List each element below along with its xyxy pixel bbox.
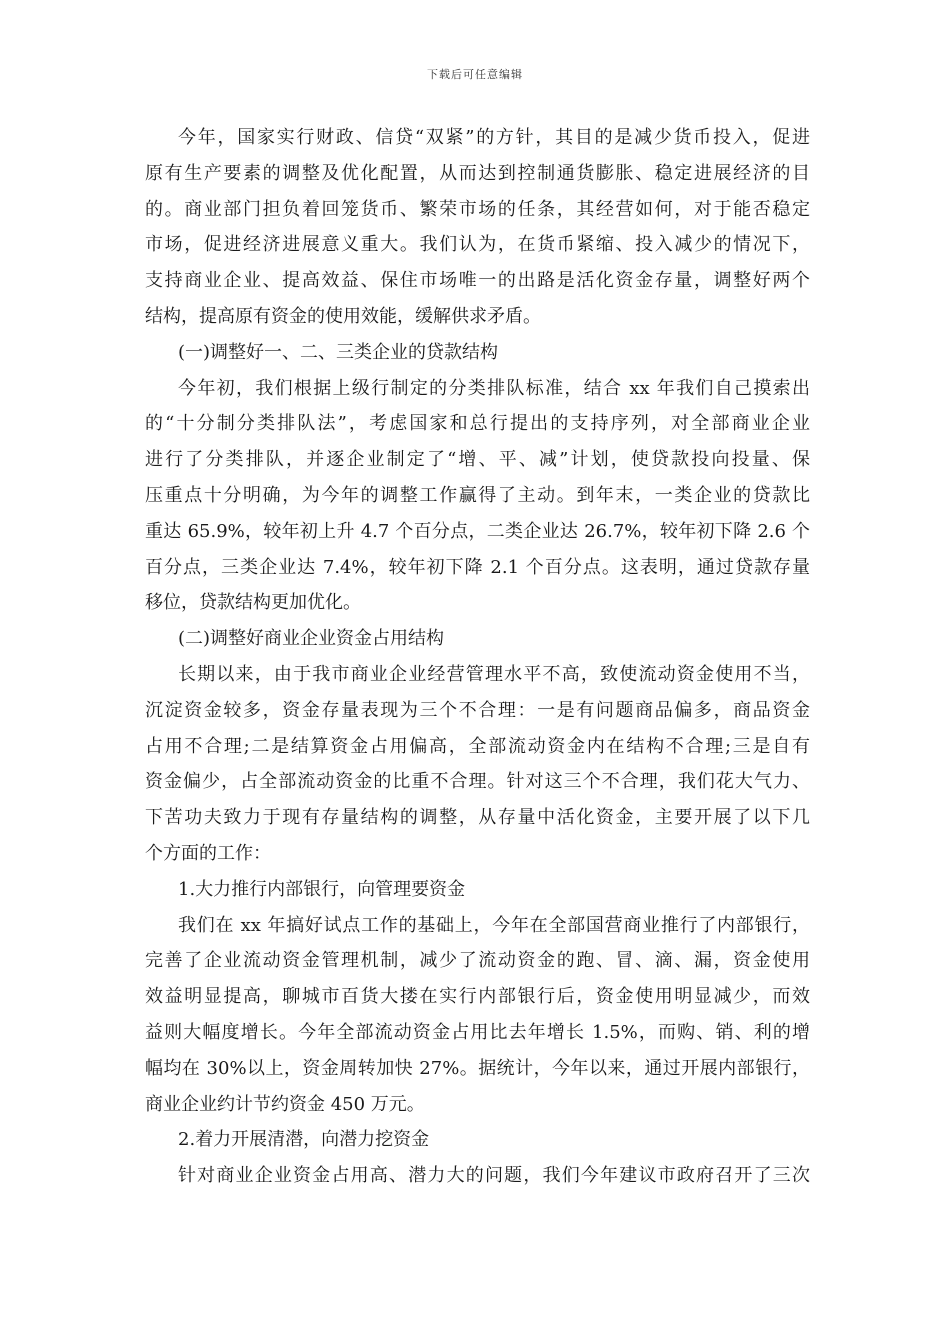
text-line: 长期以来，由于我市商业企业经营管理水平不高，致使流动资金使用不当， bbox=[178, 663, 810, 685]
download-note: 下载后可任意编辑 bbox=[427, 68, 523, 81]
text-line: 幅均在 30%以上，资金周转加快 27%。据统计，今年以来，通过开展内部银行， bbox=[145, 1057, 810, 1079]
text-line: 效益明显提高，聊城市百货大搂在实行内部银行后，资金使用明显减少，而效 bbox=[145, 986, 810, 1008]
text-line: 今年，国家实行财政、信贷“双紧”的方针，其目的是减少货币投入，促进 bbox=[178, 127, 810, 148]
text-line: 针对商业企业资金占用高、潜力大的问题，我们今年建议市政府召开了三次 bbox=[178, 1165, 810, 1187]
text-line: 个方面的工作： bbox=[145, 842, 271, 864]
text-line: 原有生产要素的调整及优化配置，从而达到控制通货膨胀、稳定进展经济的目 bbox=[145, 162, 810, 184]
section-heading: 1.大力推行内部银行，向管理要资金 bbox=[178, 878, 466, 900]
text-line: 结构，提高原有资金的使用效能，缓解供求矛盾。 bbox=[145, 305, 541, 327]
document-body bbox=[145, 120, 810, 1194]
text-line: 今年初，我们根据上级行制定的分类排队标准，结合 xx 年我们自己摸索出 bbox=[178, 377, 810, 399]
text-line: 压重点十分明确，为今年的调整工作赢得了主动。到年末，一类企业的贷款比 bbox=[145, 484, 810, 506]
text-line: 的“十分制分类排队法”，考虑国家和总行提出的支持序列，对全部商业企业 bbox=[145, 413, 810, 435]
section-heading: (一)调整好一、二、三类企业的贷款结构 bbox=[178, 341, 499, 363]
text-line: 进行了分类排队，并逐企业制定了“增、平、减”计划，使贷款投向投量、保 bbox=[145, 449, 810, 471]
text-line: 商业企业约计节约资金 450 万元。 bbox=[145, 1093, 425, 1115]
text-line: 移位，贷款结构更加优化。 bbox=[145, 592, 361, 614]
text-line: 益则大幅度增长。今年全部流动资金占用比去年增长 1.5%，而购、销、利的增 bbox=[145, 1021, 810, 1043]
section-heading: 2.着力开展清潜，向潜力挖资金 bbox=[178, 1129, 430, 1151]
text-line: 支持商业企业、提高效益、保住市场唯一的出路是活化资金存量，调整好两个 bbox=[145, 270, 810, 292]
text-line: 百分点，三类企业达 7.4%，较年初下降 2.1 个百分点。这表明，通过贷款存量 bbox=[145, 556, 810, 578]
text-line: 重达 65.9%，较年初上升 4.7 个百分点，二类企业达 26.7%，较年初下降 2.6 个 bbox=[145, 520, 810, 542]
text-line: 资金偏少，占全部流动资金的比重不合理。针对这三个不合理，我们花大气力、 bbox=[145, 771, 810, 793]
text-line: 沉淀资金较多，资金存量表现为三个不合理：一是有问题商品偏多，商品资金 bbox=[145, 699, 810, 721]
section-heading: (二)调整好商业企业资金占用结构 bbox=[178, 628, 445, 650]
text-line: 市场，促进经济进展意义重大。我们认为，在货币紧缩、投入减少的情况下， bbox=[145, 234, 810, 256]
text-line: 下苦功夫致力于现有存量结构的调整，从存量中活化资金，主要开展了以下几 bbox=[145, 807, 810, 829]
text-line: 完善了企业流动资金管理机制，减少了流动资金的跑、冒、滴、漏，资金使用 bbox=[145, 950, 810, 972]
text-line: 占用不合理;二是结算资金占用偏高，全部流动资金内在结构不合理;三是自有 bbox=[145, 735, 810, 757]
text-line: 我们在 xx 年搞好试点工作的基础上，今年在全部国营商业推行了内部银行， bbox=[178, 914, 810, 936]
text-line: 的。商业部门担负着回笼货币、繁荣市场的任条，其经营如何，对于能否稳定 bbox=[145, 198, 810, 220]
